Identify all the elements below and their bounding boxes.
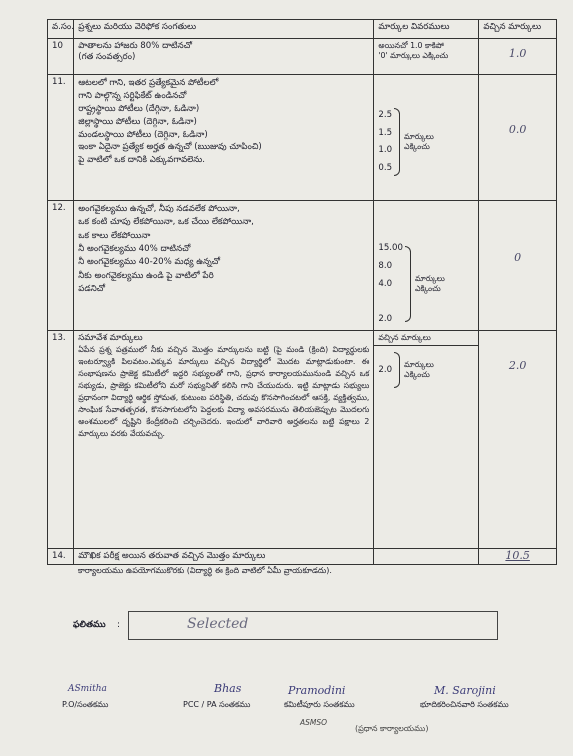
row-criteria bbox=[74, 331, 374, 549]
row-marks-detail bbox=[374, 75, 479, 201]
detail-label: ఎక్కించు bbox=[414, 283, 441, 293]
row-criteria bbox=[74, 549, 374, 565]
header-awarded: వచ్చిన మార్కులు bbox=[479, 20, 557, 39]
signature-handwriting: Pramodini bbox=[288, 684, 346, 697]
criteria-line: రాష్ట్రస్థాయి పోటీలు (దేగ్గినా, ఓడినా) bbox=[78, 103, 200, 114]
detail-value: 2.0 bbox=[378, 314, 393, 325]
criteria-line: ఆటలలో గాని, ఇతర ప్రత్యేకమైన పోటీలలో bbox=[78, 78, 219, 88]
row-marks-detail bbox=[374, 549, 479, 565]
criteria-line: (గత సంవత్సరం) bbox=[78, 51, 136, 62]
row-awarded bbox=[479, 549, 557, 565]
criteria-line: ఇంకా ఏదైనా ప్రత్యేక అర్హత ఉన్నచో (ఋజువు చూపించి) bbox=[78, 142, 262, 153]
result-colon: : bbox=[117, 620, 121, 630]
row-marks-detail bbox=[374, 39, 479, 75]
row-marks-detail bbox=[374, 201, 479, 331]
criteria-line: మౌఖిక పరీక్ష అయిన తరువాత వచ్చిన మొత్తం మార్కులు bbox=[78, 551, 266, 562]
detail-value: 15.00 bbox=[378, 243, 403, 253]
table-row bbox=[48, 201, 557, 331]
detail-label: మార్కులు bbox=[404, 132, 434, 142]
detail-label: ఎక్కించు bbox=[404, 369, 430, 379]
header-serial: వ.సం. bbox=[48, 20, 74, 39]
criteria-line: అంగవైకల్యము ఉన్నచో, నీపు నడవలేక పోయినా, bbox=[78, 204, 240, 214]
criteria-line: మండలస్థాయి పోటీలు (దెగ్గినా, ఓడినా) bbox=[78, 129, 208, 140]
signature-handwriting: ASmitha bbox=[68, 684, 107, 694]
stamp-handwriting: ASMSO bbox=[300, 718, 328, 727]
criteria-line: జిల్లాస్థాయి పోటీలు (దెగ్గినా, ఓడినా) bbox=[78, 116, 197, 127]
detail-value: 1.5 bbox=[378, 127, 393, 138]
criteria-line: ఒక కాలు లేకపోయినా bbox=[78, 230, 151, 241]
criteria-line: నీకు అంగవైకల్యము ఉండి పై వాటిలో పేరి bbox=[78, 270, 214, 281]
detail-value: 2.5 bbox=[378, 110, 393, 120]
criteria-paragraph: ఏపేన ప్రశ్న పత్రములో నీకు వచ్చిన మొత్తం మార్కులను బట్టి (పై మండి (క్రింది) విద్యార్థులకు ఇంటర్వ్యూకి పిలవటం.ఎక్కువ మార్కులు వచ్చిన విద్యార్థిలో మొదట మాట్లాడుకుంటా. ఈ సంభాషణను ప్రాజెక్ట కమిటీలో ఇద్దరి సభ్యులతో గాని, ప్రధాన కార్యాలయమునుండి వచ్చిన ఒక సభ్యుడు, ప్రాజెక్టు కమిటీలోని మరో సభ్యునితో కలిసి గాని చేయుదురు. ఇట్టి మాట్లాడు సభ్యులు ప్రధానంగా విద్యార్థి ఆర్థిక స్తోమత, కుటుంబ పరిస్థితి, చదువు కొనసాగించటలో ఆసక్తి, వ్యక్తిత్వము, సాంఘిక సేవాతత్పరత, కొనసాగుటలోని పెద్దలకు విద్యా అవసరమును తెలియజెప్పుట మొదలగు అంశములలో దృష్టిని కేంద్రీకరించి చర్చించెదరు. ఇందులో వారివారి అర్హతలను బట్టి పక్షాలు 2 మార్కులు వరకు వేయవచ్చు. bbox=[78, 344, 370, 439]
office-use-note: కార్యాలయము ఉపయోగముకొరకు (విద్యార్థి ఈ క్రింది వాటిలో ఏమీ వ్రాయకూడదు). bbox=[78, 566, 332, 575]
header-criteria: ప్రశ్నలు మరియు వెరిఫోక సంగతులు bbox=[74, 20, 374, 39]
total-score: 10.5 bbox=[505, 549, 530, 563]
row-number: 13. bbox=[48, 331, 74, 549]
result-box bbox=[128, 611, 498, 640]
head-office-label: (ప్రధాన కార్యాలయము) bbox=[355, 724, 429, 733]
marks-table bbox=[47, 19, 557, 565]
awarded-score: 1.0 bbox=[508, 47, 527, 60]
signature-role-pcc: PCC / PA సంతకము bbox=[183, 700, 251, 709]
row-criteria bbox=[74, 201, 374, 331]
row-awarded bbox=[479, 39, 557, 75]
row-marks-detail bbox=[374, 331, 479, 549]
detail-value: 8.0 bbox=[378, 261, 393, 272]
row-number: 11. bbox=[48, 75, 74, 201]
table-row bbox=[48, 331, 557, 549]
signature-role-committee: కమిటీపూరు సంతకము bbox=[284, 700, 355, 709]
signature-role-approver: భూదికరించినవారి సంతకము bbox=[420, 700, 509, 709]
detail-line: '0' మార్కులు ఎక్కించు bbox=[378, 50, 449, 60]
result-label: ఫలితము bbox=[73, 620, 106, 630]
signature-role-po: P.O/సంతకము bbox=[62, 700, 109, 709]
awarded-score: 0.0 bbox=[508, 123, 527, 136]
awarded-score: 0 bbox=[514, 251, 522, 264]
criteria-title: సమావేశ మార్కులు bbox=[78, 333, 143, 344]
detail-value: 0.5 bbox=[378, 162, 393, 173]
criteria-line: నీ అంగవైకల్యము 40-20% మధ్య ఉన్నచో bbox=[78, 257, 220, 268]
detail-label: ఎక్కించు bbox=[404, 142, 430, 152]
criteria-line: పడనిచో bbox=[78, 283, 105, 294]
brace-shape bbox=[405, 246, 411, 322]
criteria-line: గాని పాల్గొన్న సర్టిఫికేట్ ఉండినచో bbox=[78, 90, 187, 101]
detail-subheader: వచ్చిన మార్కులు bbox=[374, 331, 478, 346]
row-awarded bbox=[479, 331, 557, 549]
detail-label: మార్కులు bbox=[404, 360, 434, 370]
row-criteria bbox=[74, 75, 374, 201]
header-marks-detail: మార్కుల వివరములు bbox=[374, 20, 479, 39]
table-row bbox=[48, 549, 557, 565]
detail-label: మార్కులు bbox=[414, 273, 445, 283]
row-number: 14. bbox=[48, 549, 74, 565]
table-header-row bbox=[48, 20, 557, 39]
brace-shape bbox=[394, 352, 400, 388]
row-awarded bbox=[479, 201, 557, 331]
criteria-line: నీ అంగవైకల్యము 40% దాటినచో bbox=[78, 243, 191, 254]
criteria-line: పై వాటిలో ఒక దానికి ఎక్కువగావలెను. bbox=[78, 155, 206, 166]
row-awarded bbox=[479, 75, 557, 201]
detail-value: 4.0 bbox=[378, 279, 393, 290]
detail-value: 1.0 bbox=[378, 145, 393, 156]
criteria-line: పాతాలను హాజరు 80% దాటినచో bbox=[78, 41, 192, 51]
row-number: 10 bbox=[48, 39, 74, 75]
table-row bbox=[48, 39, 557, 75]
detail-line: అయినచో 1.0 కాకిపో bbox=[378, 41, 444, 50]
signature-handwriting: M. Sarojini bbox=[434, 684, 496, 697]
criteria-line: ఒక కంటి చూపు లేకపోయినా, ఒక చేయి లేకపోయినా, bbox=[78, 217, 254, 228]
table-row bbox=[48, 75, 557, 201]
row-number: 12. bbox=[48, 201, 74, 331]
brace-shape bbox=[394, 108, 400, 176]
awarded-score: 2.0 bbox=[508, 359, 527, 373]
signature-handwriting: Bhas bbox=[214, 682, 242, 695]
detail-value: 2.0 bbox=[378, 364, 393, 375]
row-criteria bbox=[74, 39, 374, 75]
result-value: Selected bbox=[187, 616, 249, 632]
